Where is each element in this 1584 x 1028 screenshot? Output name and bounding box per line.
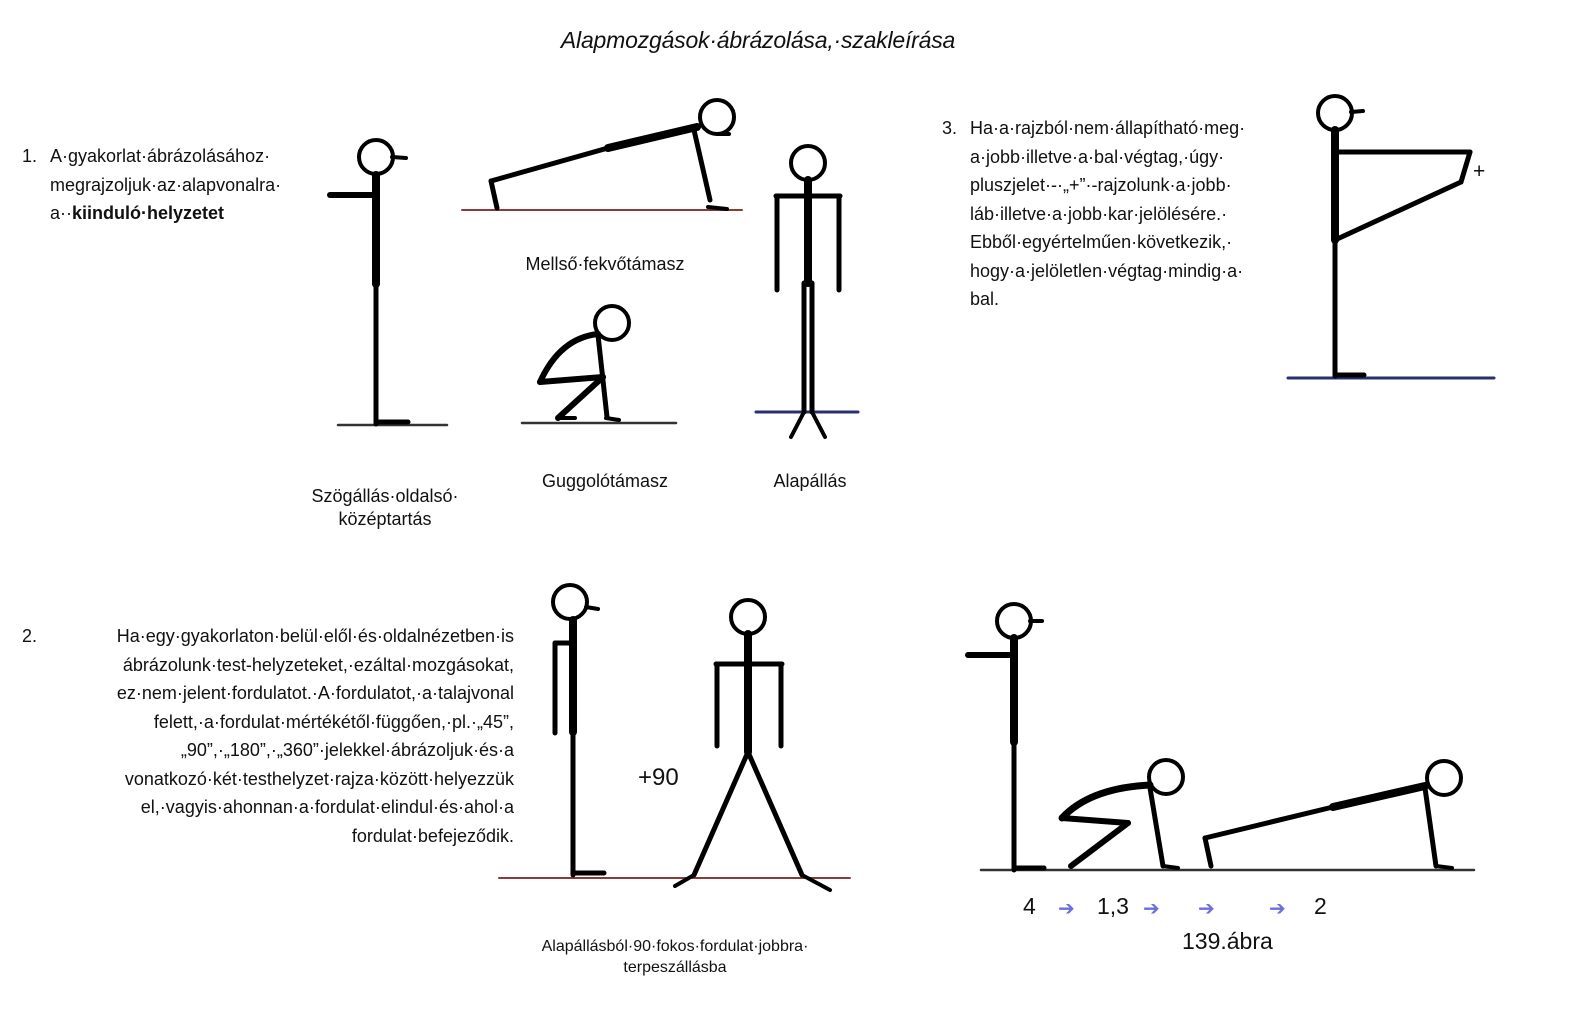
text-line: fordulat·befejeződik. [351, 825, 514, 846]
arrow-icon: ➔ [1198, 898, 1215, 920]
arrow-icon: ➔ [1058, 898, 1075, 920]
raised-leg-lower [1461, 152, 1470, 182]
turn-label: +90 [638, 764, 679, 791]
head [791, 146, 825, 180]
torso [1333, 786, 1425, 807]
bold-term: kiinduló·helyzetet [72, 203, 225, 223]
paragraph-number: 2. [22, 626, 38, 646]
caption-line: Szögállás·oldalsó· [311, 486, 459, 506]
shin [1071, 823, 1128, 866]
left-foot [675, 875, 694, 886]
left-foot [791, 412, 804, 437]
shin [558, 377, 603, 418]
sequence-step-3: 2 [1314, 893, 1327, 919]
text-line: a·jobb·illetve·a·bal·végtag,·úgy· [970, 146, 1225, 167]
raised-leg-upper [1335, 182, 1461, 240]
arm [1425, 788, 1436, 866]
figure-sequence [968, 604, 1474, 870]
arrow-icon: ➔ [1143, 898, 1160, 920]
head [997, 604, 1031, 638]
sequence-step-2: 1,3 [1097, 893, 1129, 919]
head [1427, 761, 1461, 795]
paragraph-number: 3. [942, 118, 958, 138]
figure-alapallas [756, 146, 858, 437]
text-line: Ebből·egyértelműen·következik,· [970, 232, 1233, 252]
back [1062, 785, 1150, 818]
text-line: megrajzoljuk·az·alapvonalra· [50, 174, 282, 195]
caption-fordulat [520, 936, 830, 978]
figure-label: 139.ábra [1182, 928, 1273, 954]
foot [1205, 838, 1211, 866]
torso [608, 127, 697, 148]
thigh [1062, 818, 1128, 823]
text-line: „90”,·„180”,·„360”·jelekkel·ábrázoljuk·és·a [180, 740, 514, 760]
hand [708, 207, 727, 209]
text-line: felett,·a·fordulat·mértékétől·függően,·pl.·„45”, [153, 711, 514, 732]
head [731, 600, 765, 634]
thigh [540, 377, 603, 382]
arm [694, 130, 710, 200]
figure-mellso [462, 100, 742, 210]
head [359, 140, 393, 174]
hand [1163, 866, 1178, 868]
text-line: bal. [970, 289, 1000, 309]
text-line: hogy·a·jelöletlen·végtag·mindig·a· [970, 260, 1244, 281]
figure-fordulat-terpesz [675, 600, 830, 890]
foot [491, 181, 497, 208]
text-line: ábrázolunk·test-helyzeteket,·ezáltal·mozgásokat, [122, 654, 514, 675]
caption-line: Alapállásból·90·fokos·fordulat·jobbra· [541, 938, 809, 955]
left-leg [694, 752, 748, 875]
head [1318, 96, 1352, 130]
paragraph-number: 1. [22, 146, 38, 166]
text-line: el,·vagyis·ahonnan·a·fordulat·elindul·és·ahol·a [140, 797, 514, 817]
arrow-icon: ➔ [1269, 898, 1286, 920]
plus-label: + [1473, 160, 1486, 183]
figure-szogallas [330, 140, 447, 425]
face-mark [392, 157, 406, 158]
arm [1150, 788, 1163, 866]
right-foot [812, 412, 825, 437]
caption-line: terpeszállásba [623, 959, 727, 976]
face-mark [1351, 111, 1363, 112]
head [700, 100, 734, 134]
head [1149, 760, 1183, 794]
hand [606, 418, 619, 420]
head [553, 585, 587, 619]
text-line: pluszjelet·-·„+”·-rajzolunk·a·jobb· [970, 175, 1232, 195]
caption-guggolo: Guggolótámasz [541, 471, 669, 491]
text-line: láb·illetve·a·jobb·kar·jelölésére.· [970, 203, 1228, 224]
legs [1205, 807, 1333, 838]
text-line: Ha·a·rajzból·nem·állapítható·meg· [970, 118, 1246, 138]
caption-szogallas [300, 485, 470, 531]
caption-line: középtartás [338, 509, 432, 529]
figure-fordulat-oldal [499, 585, 850, 878]
text-line: Ha·egy·gyakorlaton·belül·elől·és·oldalnézetben·is [116, 626, 514, 646]
caption-alapallas: Alapállás [773, 471, 847, 491]
figure-plusz [1288, 96, 1494, 378]
text-prefix: a·· [50, 203, 72, 223]
right-leg [748, 752, 802, 875]
page-title: Alapmozgások·ábrázolása,·szakleírása [560, 27, 956, 53]
back [540, 334, 598, 382]
text-line: ez·nem·jelent·fordulatot.·A·fordulatot,·a·talajvonal [116, 683, 514, 703]
text-line: A·gyakorlat·ábrázolásához· [50, 146, 271, 166]
legs [491, 148, 608, 181]
hand [1436, 866, 1452, 868]
sequence-step-1: 4 [1023, 893, 1036, 919]
face-mark [586, 607, 598, 609]
caption-mellso: Mellső·fekvőtámasz [525, 254, 685, 274]
figure-guggolo [522, 306, 676, 423]
text-line: vonatkozó·két·testhelyzet·rajza·között·helyezzük [124, 768, 514, 789]
